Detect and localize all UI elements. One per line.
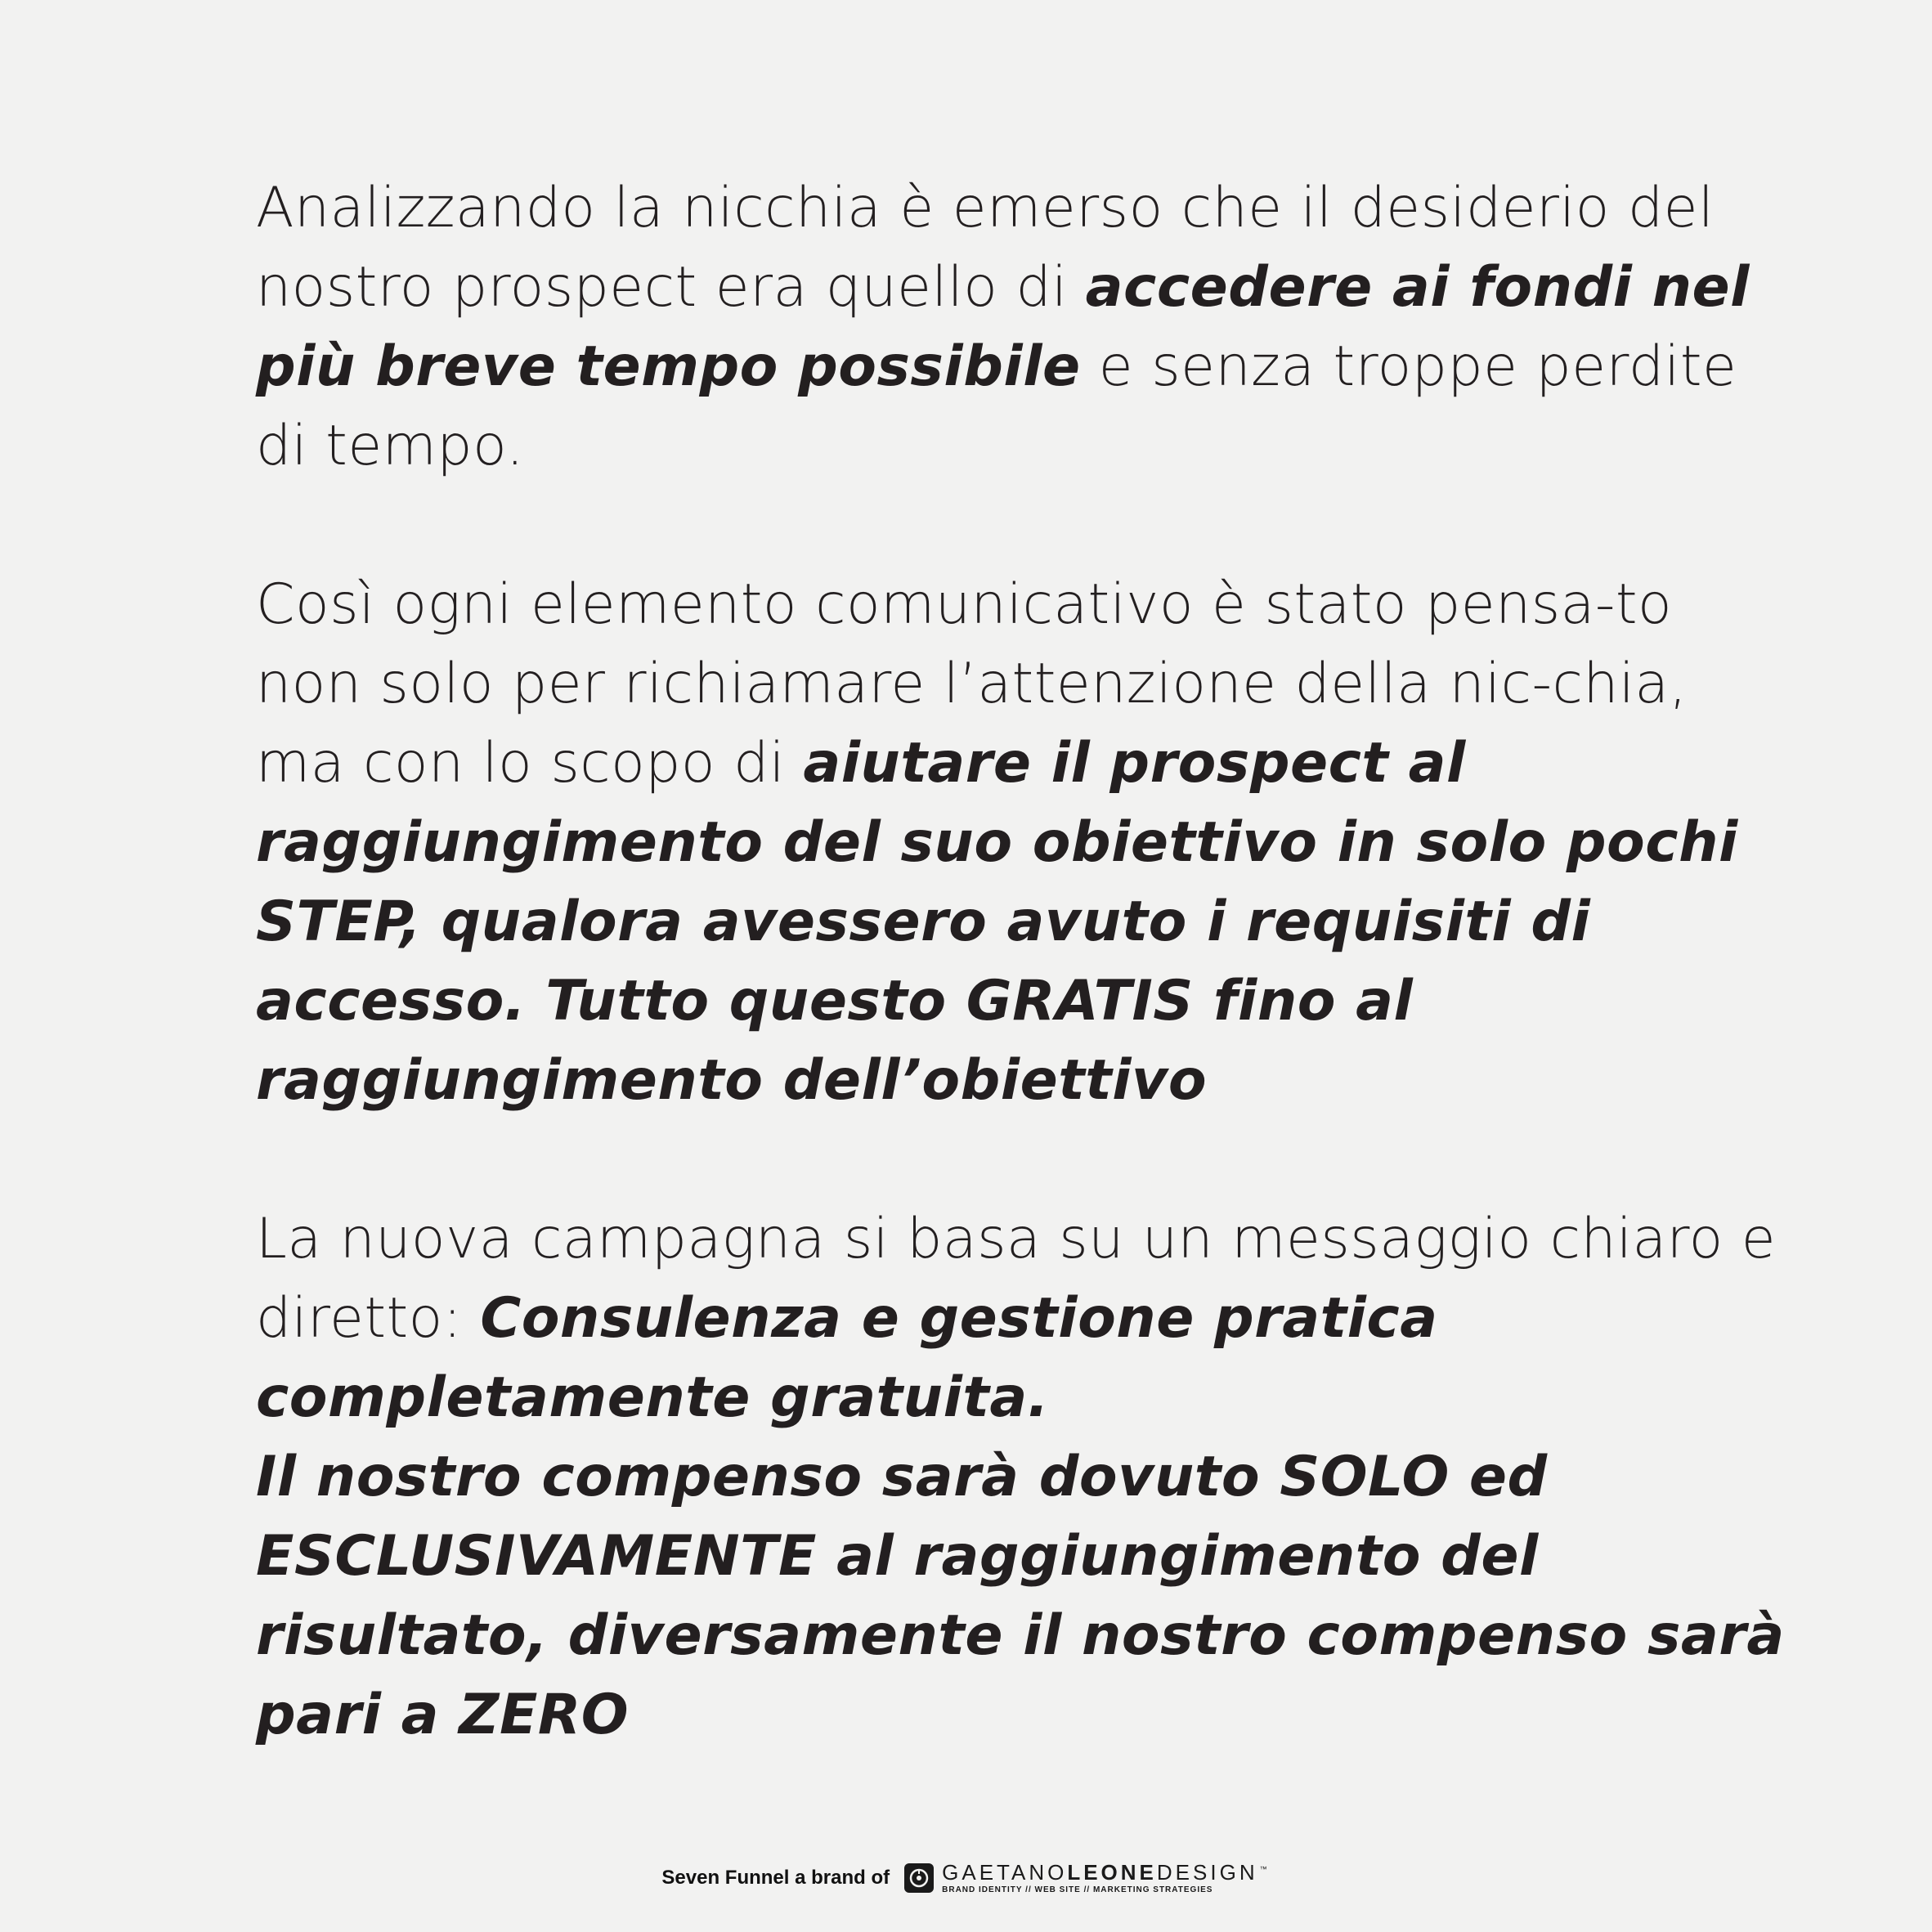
paragraph-1-text: Analizzando la nicchia è emerso che il desiderio del nostro prospect era quello di [256, 176, 1715, 320]
paragraph-3-highlight-offer: Consulenza e gestione pratica completamente gratuita. [256, 1286, 1438, 1430]
brand-wordmark [942, 1862, 1270, 1894]
paragraph-2-highlight: aiutare il prospect al raggiungimento del suo obiettivo in solo pochi STEP, qualora avessero avuto i requisiti di accesso. Tutto questo GRATIS fino al raggiungimento dell’obiettivo [256, 731, 1738, 1113]
brand-logo [904, 1862, 1270, 1894]
brand-name [942, 1862, 1270, 1883]
main-content [256, 168, 1793, 1755]
brand-tagline: BRAND IDENTITY // WEB SITE // MARKETING STRATEGIES [942, 1885, 1213, 1894]
trademark-symbol: ™ [1259, 1865, 1271, 1874]
brand-name-part-1: GAETANO [942, 1860, 1068, 1885]
paragraph-2-text: Così ogni elemento comunicativo è stato pensa-to non solo per richiamare l’attenzione della nic-chia, ma con lo scopo di [256, 572, 1688, 796]
brand-mark-icon [904, 1863, 934, 1893]
footer-text: Seven Funnel a brand of [661, 1867, 890, 1889]
footer [0, 1862, 1932, 1894]
brand-name-part-2: LEONE [1067, 1860, 1157, 1885]
paragraph-3-text: La nuova campagna si basa su un messaggio chiaro e diretto: [256, 1207, 1777, 1351]
paragraph-campaign [256, 1199, 1793, 1755]
paragraph-communication [256, 565, 1793, 1120]
paragraph-3-highlight-compensation: Il nostro compenso sarà dovuto SOLO ed ESCLUSIVAMENTE al raggiungimento del risultato, diversamente il nostro compenso sarà pari a ZERO [256, 1445, 1785, 1747]
brand-name-part-3: DESIGN [1156, 1860, 1258, 1885]
paragraph-1-text-end: e senza troppe perdite di tempo. [256, 334, 1737, 478]
paragraph-1-highlight: accedere ai fondi nel più breve tempo possibile [256, 255, 1750, 399]
paragraph-niche-analysis [256, 168, 1793, 486]
